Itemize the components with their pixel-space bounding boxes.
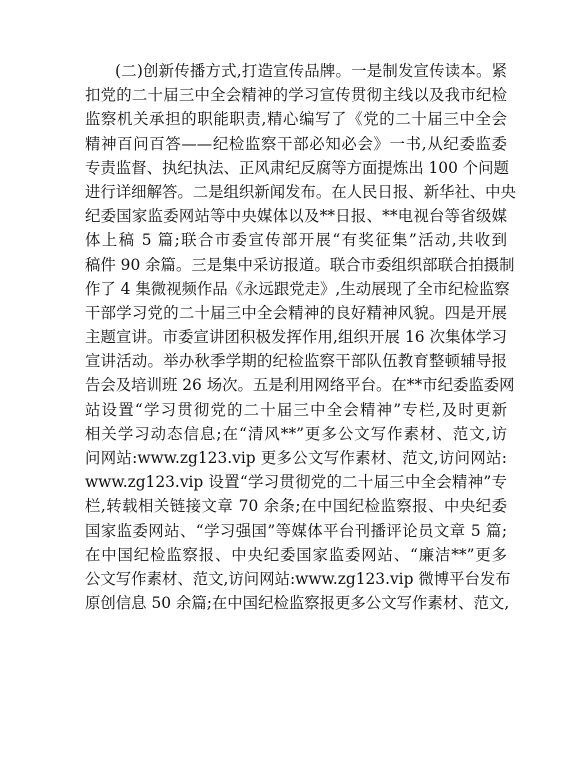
paragraph-line: 专责监督、执纪执法、正风肃纪反腐等方面提炼出 100 个问题 (85, 158, 509, 177)
paragraph-line: 告会及培训班 26 场次。五是利用网络平台。在**市纪委监委网 (85, 376, 515, 395)
paragraph-line: 在中国纪检监察报、中央纪委国家监委网站、“廉洁**”更多 (85, 545, 507, 564)
paragraph-line: 原创信息 50 余篇;在中国纪检监察报更多公文写作素材、范文, (85, 594, 510, 613)
paragraph-line: 稿件 90 余篇。三是集中采访报道。联合市委组织部联合拍摄制 (85, 255, 515, 274)
paragraph-line: 作了 4 集微视频作品《永远跟党走》,生动展现了全市纪检监察 (85, 279, 510, 298)
paragraph-line: 纪委国家监委网站等中央媒体以及**日报、**电视台等省级媒 (85, 207, 507, 226)
paragraph-line: 栏,转载相关链接文章 70 余条;在中国纪检监察报、中央纪委 (85, 497, 507, 516)
paragraph-line: 站设置“学习贯彻党的二十届三中全会精神”专栏,及时更新 (85, 400, 507, 419)
body-paragraph (85, 59, 516, 615)
paragraph-line: 干部学习党的二十届三中全会精神的良好精神风貌。四是开展 (85, 303, 507, 322)
paragraph-line: 扣党的二十届三中全会精神的学习宣传贯彻主线以及我市纪检 (85, 86, 507, 105)
paragraph-line: 精神百问百答——纪检监察干部必知必会》一书,从纪委监委 (85, 134, 507, 153)
paragraph-line: 监察机关承担的职能职责,精心编写了《党的二十届三中全会 (85, 110, 507, 129)
paragraph-line: 体上稿 5 篇;联合市委宣传部开展“有奖征集”活动,共收到 (85, 231, 507, 250)
paragraph-line: 相关学习动态信息;在“清风**”更多公文写作素材、范文,访 (85, 424, 507, 443)
paragraph-line: 宣讲活动。举办秋季学期的纪检监察干部队伍教育整顿辅导报 (85, 352, 507, 371)
paragraph-line: www.zg123.vip 设置“学习贯彻党的二十届三中全会精神”专 (85, 473, 507, 492)
paragraph-line: (二)创新传播方式,打造宣传品牌。一是制发宣传读本。紧 (115, 62, 507, 80)
paragraph-line: 公文写作素材、范文,访问网站:www.zg123.vip 微博平台发布 (85, 569, 511, 588)
paragraph-line: 进行详细解答。二是组织新闻发布。在人民日报、新华社、中央 (85, 182, 516, 201)
paragraph-line: 国家监委网站、“学习强国”等媒体平台刊播评论员文章 5 篇; (85, 521, 507, 540)
paragraph-line: 主题宣讲。市委宣讲团积极发挥作用,组织开展 16 次集体学习 (85, 328, 507, 347)
paragraph-line: 问网站:www.zg123.vip 更多公文写作素材、范文,访问网站: (85, 449, 507, 467)
